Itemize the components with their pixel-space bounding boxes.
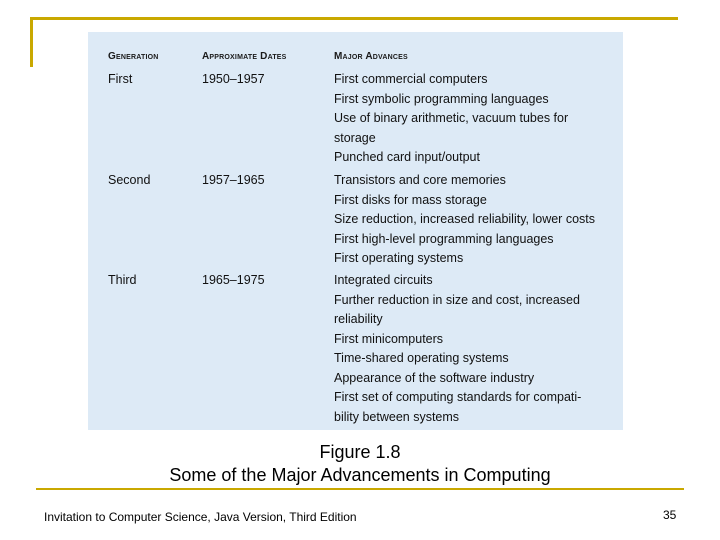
- list-item: Transistors and core memories: [334, 173, 506, 187]
- row-second-dates: 1957–1965: [202, 173, 265, 187]
- list-item: Use of binary arithmetic, vacuum tubes for: [334, 111, 569, 125]
- row-third-dates: 1965–1975: [202, 273, 265, 287]
- list-item: Size reduction, increased reliability, lower costs: [334, 212, 595, 226]
- row-second-advances: [334, 171, 595, 269]
- list-item: First disks for mass storage: [334, 192, 487, 207]
- list-item: First high-level programming languages: [334, 231, 554, 246]
- footer-divider: [36, 488, 684, 490]
- list-item: First symbolic programming languages: [334, 91, 549, 106]
- list-item: First commercial computers: [334, 72, 488, 86]
- list-item: storage: [334, 130, 376, 145]
- row-first-dates: 1950–1957: [202, 72, 265, 86]
- row-second-generation: Second: [108, 173, 151, 187]
- row-third-advances: [334, 271, 581, 427]
- page-number: 35: [663, 508, 677, 522]
- slide-border-top: [30, 17, 678, 20]
- list-item: Punched card input/output: [334, 150, 480, 164]
- list-item: bility between systems: [334, 409, 460, 424]
- list-item: First operating systems: [334, 251, 464, 265]
- header-generation: Generation: [108, 51, 159, 62]
- computing-generations-table: [88, 32, 623, 430]
- row-first-advances: [334, 70, 568, 168]
- header-major-advances: Major Advances: [334, 51, 408, 62]
- list-item: Further reduction in size and cost, increased: [334, 292, 580, 307]
- figure-caption: Some of the Major Advancements in Computing: [169, 465, 551, 485]
- header-approximate-dates: Approximate Dates: [202, 51, 287, 62]
- list-item: reliability: [334, 312, 383, 326]
- row-first-generation: First: [108, 72, 133, 86]
- list-item: First minicomputers: [334, 331, 444, 346]
- list-item: Integrated circuits: [334, 273, 433, 287]
- list-item: First set of computing standards for compati-: [334, 390, 582, 404]
- slide-border-left: [30, 17, 33, 67]
- list-item: Time-shared operating systems: [334, 351, 509, 365]
- row-third-generation: Third: [108, 273, 137, 287]
- list-item: Appearance of the software industry: [334, 370, 535, 385]
- footer-book-title: Invitation to Computer Science, Java Version, Third Edition: [44, 510, 357, 524]
- figure-number: Figure 1.8: [319, 442, 401, 462]
